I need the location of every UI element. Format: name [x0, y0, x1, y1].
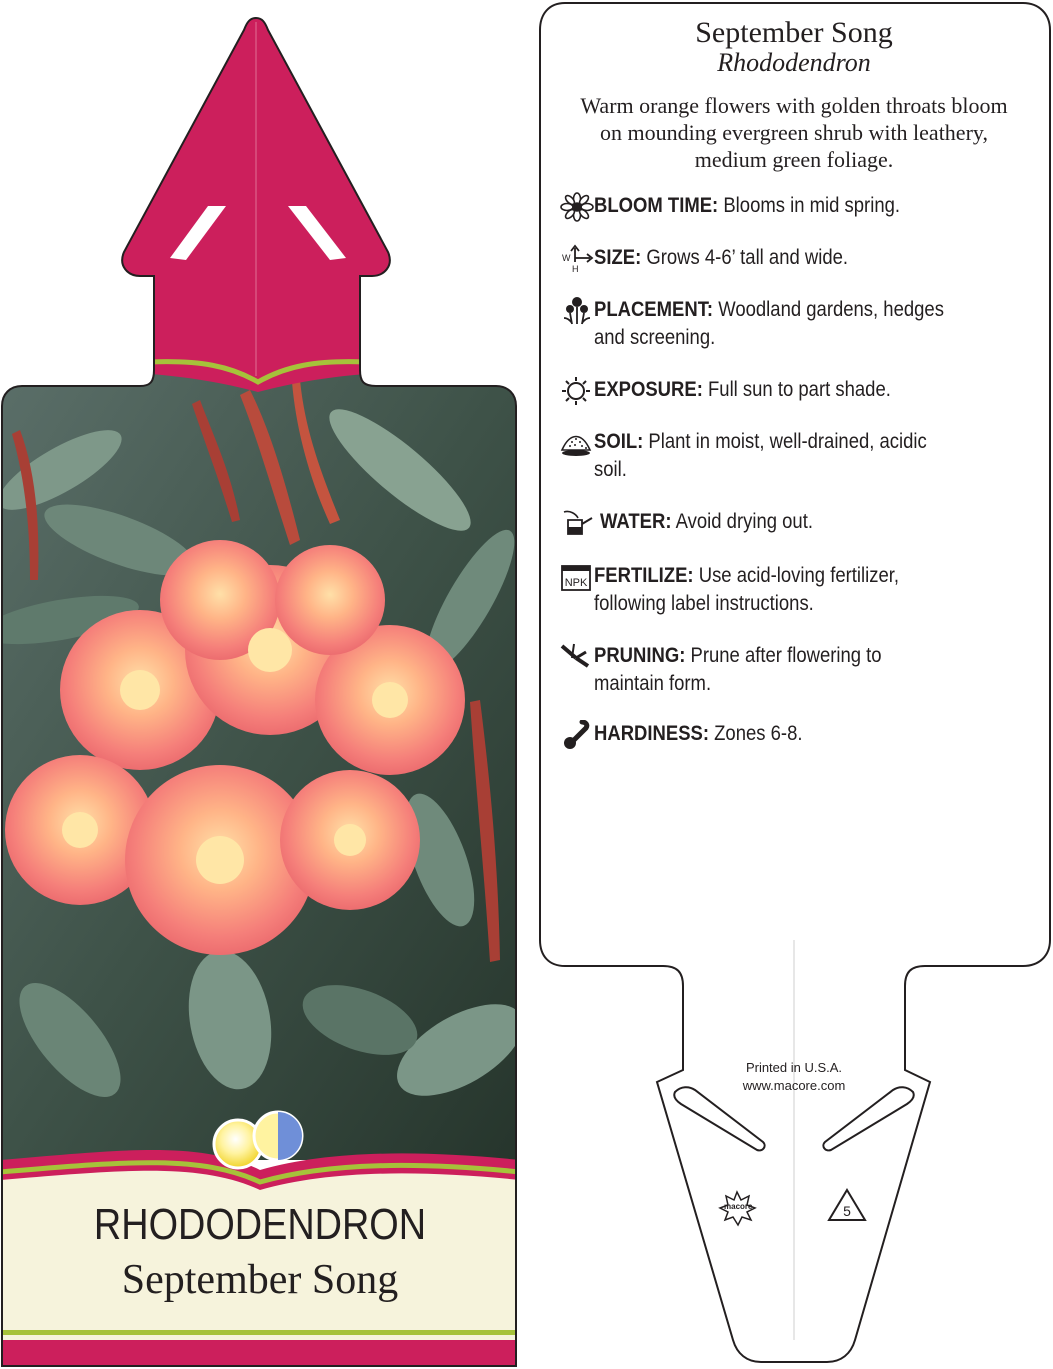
care-value: following label instructions. — [594, 592, 814, 615]
size-height-letter: H — [572, 264, 579, 274]
genus-name: RHODODENDRON — [93, 1200, 427, 1249]
size-arrows-icon — [560, 244, 594, 274]
website: www.macore.com — [742, 1078, 846, 1093]
care-row-fertilize — [560, 562, 1040, 618]
thermometer-icon — [560, 720, 594, 750]
recycle-number: 5 — [843, 1203, 851, 1219]
care-label: PRUNING: — [594, 644, 686, 667]
care-value: Avoid drying out. — [675, 510, 813, 533]
part-shade-icon — [254, 1112, 302, 1160]
care-value: and screening. — [594, 326, 716, 349]
watering-can-icon — [560, 508, 594, 538]
care-value: Grows 4-6’ tall and wide. — [646, 246, 849, 269]
front-tag — [0, 0, 520, 1369]
care-row-bloom-time — [560, 192, 1040, 222]
care-row-hardiness — [560, 720, 1040, 750]
care-row-size — [560, 244, 1040, 274]
care-label: BLOOM TIME: — [594, 194, 719, 217]
sun-icon — [560, 376, 594, 406]
care-value: Blooms in mid spring. — [723, 194, 901, 217]
care-value: soil. — [594, 458, 627, 481]
care-value: maintain form. — [594, 672, 712, 695]
care-label: PLACEMENT: — [594, 298, 714, 321]
front-tag-shape — [0, 0, 520, 1369]
care-value: Prune after flowering to — [690, 644, 882, 667]
care-label: HARDINESS: — [594, 722, 710, 745]
care-value: Woodland gardens, hedges — [718, 298, 944, 321]
plants-icon — [560, 296, 594, 326]
care-value: Plant in moist, well-drained, acidic — [648, 430, 927, 453]
npk-label: NPK — [564, 577, 588, 589]
printed-in: Printed in U.S.A. — [745, 1060, 843, 1075]
description-line: medium green foliage. — [694, 147, 894, 172]
flower-icon — [560, 192, 594, 222]
care-row-placement — [560, 296, 1040, 352]
care-label: EXPOSURE: — [594, 378, 703, 401]
care-value: Full sun to part shade. — [708, 378, 891, 401]
description-line: on mounding evergreen shrub with leathery, — [600, 120, 988, 145]
plant-description — [535, 92, 1053, 173]
care-label: FERTILIZE: — [594, 564, 694, 587]
care-row-soil — [560, 428, 1040, 484]
care-label: WATER: — [600, 510, 672, 533]
care-row-pruning — [560, 642, 1040, 698]
care-label: SIZE: — [594, 246, 642, 269]
soil-pile-icon — [560, 428, 594, 458]
back-title: September Song — [695, 16, 893, 49]
pruners-icon — [560, 642, 594, 672]
description-line: Warm orange flowers with golden throats bloom — [580, 93, 1008, 118]
macore-logo-text: macore — [724, 1202, 753, 1211]
back-subtitle: Rhododendron — [717, 48, 871, 77]
care-label: SOIL: — [594, 430, 644, 453]
care-value: Zones 6-8. — [714, 722, 803, 745]
care-value: Use acid-loving fertilizer, — [698, 564, 900, 587]
cultivar-name: September Song — [121, 1257, 399, 1303]
care-row-exposure — [560, 376, 1040, 406]
care-row-water — [560, 508, 1040, 538]
npk-fertilizer-icon — [560, 562, 594, 592]
size-width-letter: W — [562, 253, 571, 263]
